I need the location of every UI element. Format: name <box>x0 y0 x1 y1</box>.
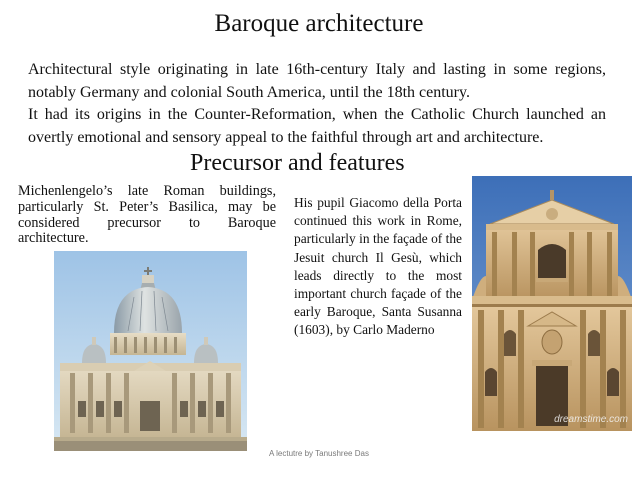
church-facade-image <box>472 176 632 431</box>
intro-paragraph-2: It had its origins in the Counter-Reformation, when the Catholic Church launched an overtly emotional and sensory appeal to the faithful through art and architecture. <box>28 106 606 146</box>
slide-footer: A lectutre by Tanushree Das <box>269 449 369 458</box>
intro-paragraph-1: Architectural style originating in late 16th-century Italy and lasting in some regions, notably Germany and colonial South America, until the 18th century. <box>28 61 606 101</box>
watermark-text: dreamstime.com <box>554 414 628 425</box>
st-peters-basilica-image <box>54 251 247 451</box>
slide-title: Baroque architecture <box>214 10 424 37</box>
right-caption: His pupil Giacomo della Porta continued this work in Rome, particularly in the façade of the Jesuit church Il Gesù, which leads directly to the most important church façade of the early Baroque, Santa Susanna (1603), by Carlo Maderno <box>294 195 462 338</box>
left-caption: Michenlengelo’s late Roman buildings, particularly St. Peter’s Basilica, may be considered precursor to Baroque architecture. <box>18 183 276 247</box>
section-subtitle: Precursor and features <box>190 150 405 176</box>
intro-text <box>28 59 606 149</box>
